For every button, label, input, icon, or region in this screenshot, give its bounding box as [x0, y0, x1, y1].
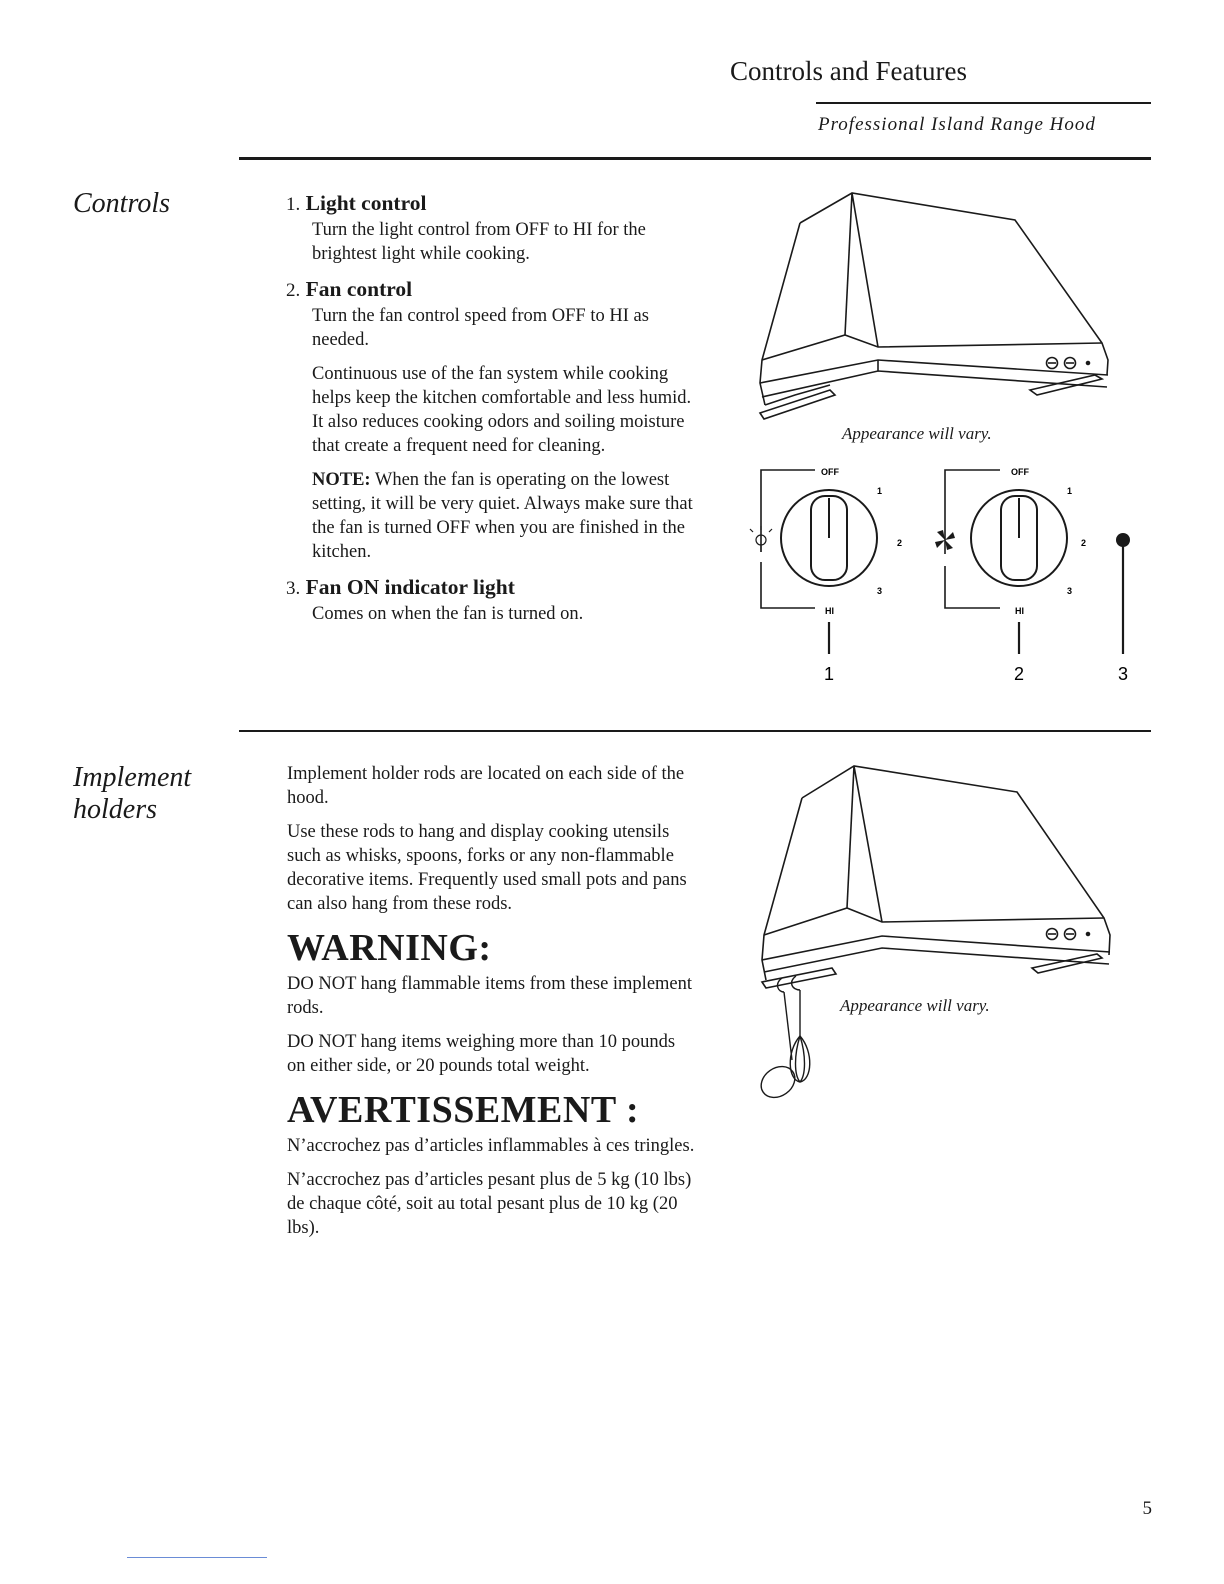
item-text: Continuous use of the fan system while cooking helps keep the kitchen comfortable and less humid. It also reduces cooking odors and soiling moisture that create a frequent need for cleaning. [312, 364, 692, 456]
avertissement-heading: AVERTISSEMENT : [287, 1089, 640, 1131]
item-number: 3. [286, 578, 301, 599]
page-header-title: Controls and Features [730, 56, 967, 86]
header-divider [816, 102, 1151, 104]
callout-3: 3 [1118, 664, 1129, 684]
dial-label-hi: HI [825, 606, 834, 616]
item-number: 2. [286, 280, 301, 301]
item-text: Comes on when the fan is turned on. [312, 604, 584, 624]
dial-label-3: 3 [877, 586, 883, 596]
note-paragraph [312, 468, 706, 564]
dial-label-1: 1 [877, 486, 883, 496]
warning-paragraph: DO NOT hang items weighing more than 10 pounds on either side, or 20 pounds total weight. [287, 1032, 676, 1076]
figure-caption: Appearance will vary. [842, 424, 992, 443]
figure-caption: Appearance will vary. [840, 996, 990, 1015]
implement-holders-text [287, 762, 697, 1250]
dial-label-hi: HI [1015, 606, 1024, 616]
implement-holders-section-title [73, 762, 191, 826]
page-header-subtitle: Professional Island Range Hood [818, 114, 1096, 135]
dial-label-3: 3 [1067, 586, 1073, 596]
whisk-icon [790, 976, 810, 1082]
note-label: NOTE: [312, 470, 371, 490]
item-title: Fan ON indicator light [305, 575, 515, 599]
bottom-link-line [127, 1557, 267, 1558]
callout-1: 1 [824, 664, 835, 684]
body-paragraph: Use these rods to hang and display cooking utensils such as whisks, spoons, forks or any non-flammable decorative items. Frequently used small pots and pans can also hang from these rods. [287, 822, 687, 914]
section-title-line: Implement [73, 762, 192, 793]
warning-paragraph: DO NOT hang flammable items from these implement rods. [287, 974, 693, 1018]
warning-heading: WARNING: [287, 927, 492, 969]
page-number: 5 [1142, 1498, 1152, 1519]
controls-item-indicator [286, 574, 706, 626]
body-paragraph: Implement holder rods are located on each side of the hood. [287, 764, 685, 808]
section-divider-top [239, 157, 1151, 160]
control-dials-diagram [745, 462, 1145, 692]
callout-2: 2 [1014, 664, 1025, 684]
avertissement-paragraph: N’accrochez pas d’articles pesant plus de 5 kg (10 lbs) de chaque côté, soit au total pesant plus de 10 kg (20 lbs). [287, 1170, 692, 1238]
spoon-icon [755, 978, 801, 1104]
range-hood-with-utensils-illustration [752, 760, 1122, 1110]
dial-label-1: 1 [1067, 486, 1073, 496]
section-divider-middle [239, 730, 1151, 732]
item-title: Light control [305, 191, 427, 215]
dial-label-off: OFF [821, 467, 839, 477]
indicator-light-icon [1116, 533, 1130, 547]
range-hood-illustration [750, 185, 1120, 425]
controls-item-light [286, 190, 706, 266]
item-title: Fan control [305, 277, 413, 301]
dial-label-2: 2 [1081, 538, 1087, 548]
item-number: 1. [286, 194, 301, 215]
controls-list [286, 190, 706, 636]
note-text: When the fan is operating on the lowest setting, it will be very quiet. Always make sure that the fan is turned OFF when you are finished in the kitchen. [312, 470, 693, 562]
section-title-line: holders [73, 794, 157, 825]
controls-section-title: Controls [73, 188, 170, 219]
item-text: Turn the fan control speed from OFF to HI as needed. [312, 306, 649, 350]
dial-label-off: OFF [1011, 467, 1029, 477]
avertissement-paragraph: N’accrochez pas d’articles inflammables à ces tringles. [287, 1136, 695, 1156]
dial-label-2: 2 [897, 538, 903, 548]
item-text: Turn the light control from OFF to HI for the brightest light while cooking. [312, 220, 646, 264]
controls-item-fan [286, 276, 706, 564]
